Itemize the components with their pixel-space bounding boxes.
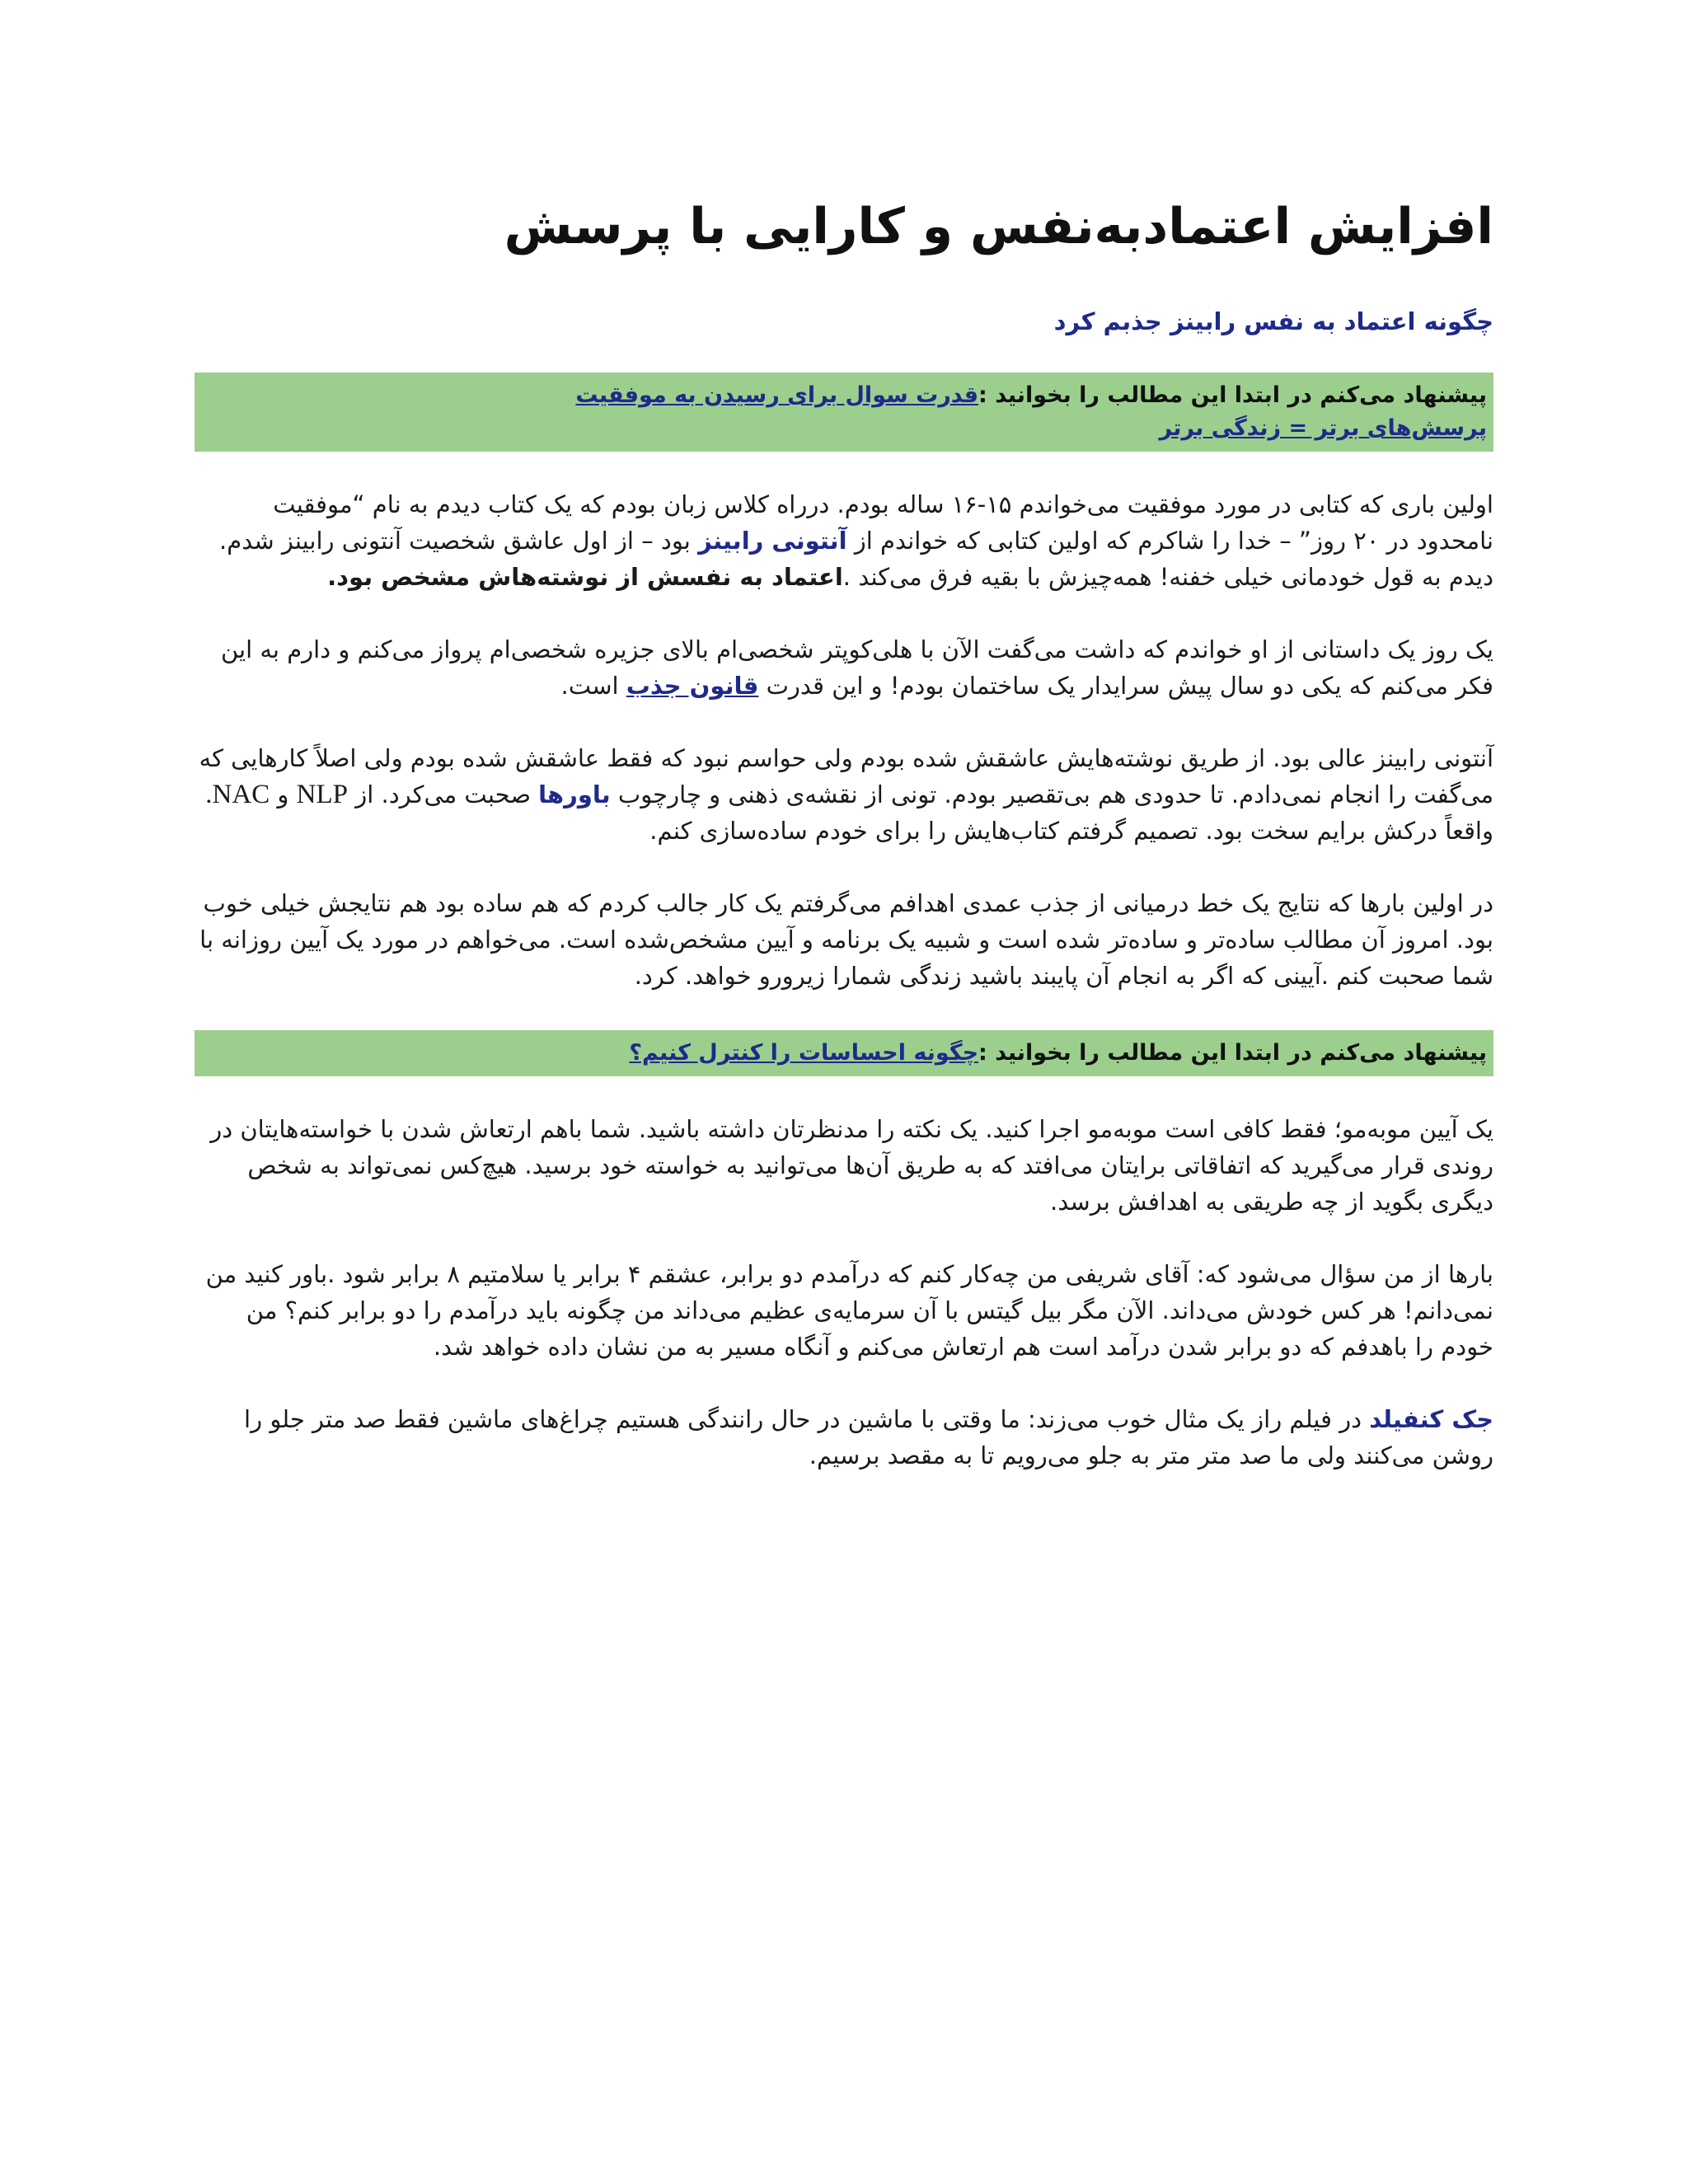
banner-lead-text: پیشنهاد می‌کنم در ابتدا این مطالب را بخوانید : <box>978 382 1487 408</box>
paragraph-questions: بارها از من سؤال می‌شود که: آقای شریفی من چه‌کار کنم که درآمدم دو برابر، عشقم ۴ برابر یا سلامتیم ۸ برابر شود .باور کنید من نمی‌دانم! هر کس خودش می‌داند. الآن مگر بیل گیتس با آن سرمایه‌ی عظیم می‌داند من چگونه باید درآمدم را دو برابر کنم؟ من خودم را باهدفم که دو برابر شدن درآمد است هم ارتعاش می‌کنم و آنگاه مسیر به من نشان داده خواهد شد. <box>205 1260 1493 1361</box>
paragraph-simplifying-books <box>195 740 1493 849</box>
article <box>195 190 1493 1510</box>
author-name-canfield: جک کنفیلد <box>1369 1405 1493 1433</box>
highlight-beliefs: باورها <box>538 780 611 808</box>
paragraph-ritual-detail: یک آیین موبه‌مو؛ فقط کافی است موبه‌مو اجرا کنید. یک نکته را مدنظرتان داشته باشید. شما باهم ارتعاش شدن با خواسته‌هایتان در روندی قرار می‌گیرید که اتفاقاتی برایتان می‌افتد که به طریق آن‌ها می‌توانید به خواسته خود برسید. هیچ‌کس نمی‌تواند به شخص دیگری بگوید از چه طریقی به اهدافش برسد. <box>210 1115 1493 1216</box>
link-law-of-attraction[interactable]: قانون جذب <box>626 672 759 700</box>
page-title: افزایش اعتمادبه‌نفس و کارایی با پرسش <box>504 198 1493 255</box>
term-nlp: NLP <box>296 780 349 809</box>
paragraph-text: آنتونی رابینز عالی بود. از طریق نوشته‌هایش عاشقش شده بودم ولی حواسم نبود که فقط عاشقش شده بودم ولی اصلاً کارهایی که می‌گفت را انجام نمی‌دادم. تا حدودی هم بی‌تقصیر بودم. تونی از نقشه‌ی ذهنی و چارچوب <box>199 744 1493 808</box>
paragraph-text: در فیلم راز یک مثال خوب می‌زند: ما وقتی با ماشین در حال رانندگی هستیم چراغ‌های ماشین فقط صد متر جلو را روشن می‌کنند ولی ما صد متر متر به جلو می‌رویم تا به مقصد برسیم. <box>244 1405 1493 1469</box>
link-better-questions[interactable]: پرسش‌های برتر = زندگی برتر <box>1159 415 1487 441</box>
subtitle: چگونه اعتماد به نفس رابینز جذبم کرد <box>1053 307 1493 335</box>
paragraph-text: یک روز یک داستانی از او خواندم که داشت می‌گفت الآن با هلی‌کوپتر شخصی‌ام بالای جزیره شخصی‌ام پرواز می‌کنم و دارم به این فکر می‌کنم که یکی دو سال پیش سرایدار یک ساختمان بودم! و این قدرت <box>220 635 1493 700</box>
suggested-reading-banner-1 <box>195 373 1493 452</box>
suggested-reading-banner-2 <box>195 1030 1493 1076</box>
link-power-of-question[interactable]: قدرت سوال برای رسیدن به موفقیت <box>575 382 979 408</box>
paragraph-text: و <box>270 780 297 808</box>
paragraph-daily-ritual: در اولین بارها که نتایج یک خط درمیانی از جذب عمدی اهدافم می‌گرفتم یک کار جالب کردم که هم ساده بود هم نتایجش خیلی خوب بود. امروز آن مطالب ساده‌تر و ساده‌تر شده است و شبیه یک برنامه و آیین مشخص‌شده است. می‌خواهم در مورد یک آیین روزانه با شما صحبت کنم .آیینی که اگر به انجام آن پایبند باشید زندگی شمارا زیرورو خواهد. کرد. <box>199 889 1493 990</box>
paragraph-text: صحبت می‌کرد. از <box>348 780 539 808</box>
term-nac: NAC. <box>205 780 270 809</box>
paragraph-text: بود – از اول عاشق شخصیت آنتونی رابینز شدم. دیدم به قول خودمانی خیلی خفنه! همه‌چیزش با بقیه فرق می‌کند . <box>219 527 1493 591</box>
banner-lead-text: پیشنهاد می‌کنم در ابتدا این مطالب را بخوانید : <box>978 1040 1487 1066</box>
paragraph-text: است. <box>560 672 626 700</box>
paragraph-jack-canfield <box>195 1401 1493 1474</box>
paragraph-helicopter-story <box>195 631 1493 704</box>
paragraph-first-book <box>195 486 1493 595</box>
link-control-emotions[interactable]: چگونه احساسات را کنترل کنیم؟ <box>629 1040 979 1066</box>
author-name-robbins: آنتونی رابینز <box>698 527 847 555</box>
paragraph-text: اولین باری که کتابی در مورد موفقیت می‌خواندم ۱۵-۱۶ ساله بودم. درراه کلاس زبان بودم که یک کتاب دیدم به نام “موفقیت نامحدود در ۲۰ روز” – خدا را شاکرم که اولین کتابی که خواندم از <box>273 490 1493 555</box>
paragraph-text: واقعاً درکش برایم سخت بود. تصمیم گرفتم کتاب‌هایش را برای خودم ساده‌سازی کنم. <box>649 817 1493 845</box>
bold-statement: اعتماد به نفسش از نوشته‌هاش مشخص بود. <box>327 563 843 591</box>
